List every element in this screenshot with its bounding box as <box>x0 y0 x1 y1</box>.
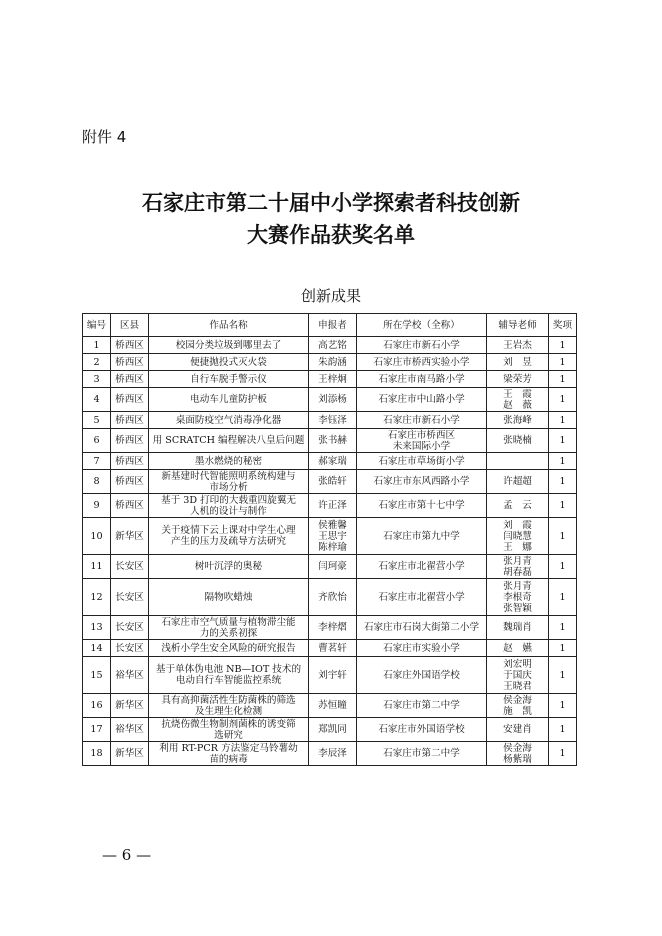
cell-district: 长安区 <box>111 579 149 616</box>
table-row <box>83 354 577 371</box>
cell-teacher: 侯金海 施 凯 <box>487 694 549 718</box>
cell-teacher: 侯金海 杨紫瑞 <box>487 742 549 766</box>
cell-school: 石家庄市新石小学 <box>357 337 487 354</box>
cell-school: 石家庄市中山路小学 <box>357 388 487 412</box>
header-teacher: 辅导老师 <box>487 314 549 337</box>
cell-title: 抗烧伤微生物制剂菌株的诱变筛 选研究 <box>149 718 309 742</box>
cell-award: 1 <box>549 694 577 718</box>
table-body <box>83 337 577 766</box>
header-applicant: 申报者 <box>309 314 357 337</box>
cell-district: 桥西区 <box>111 453 149 470</box>
cell-district: 桥西区 <box>111 494 149 518</box>
cell-award: 1 <box>549 412 577 429</box>
cell-district: 桥西区 <box>111 470 149 494</box>
cell-applicant: 曹茗轩 <box>309 640 357 657</box>
cell-applicant: 齐欣怡 <box>309 579 357 616</box>
cell-school: 石家庄市石岗大街第二小学 <box>357 616 487 640</box>
cell-school: 石家庄市北翟营小学 <box>357 579 487 616</box>
table-row <box>83 494 577 518</box>
cell-applicant: 李梓熠 <box>309 616 357 640</box>
cell-district: 桥西区 <box>111 371 149 388</box>
cell-district: 裕华区 <box>111 657 149 694</box>
cell-applicant: 王梓炯 <box>309 371 357 388</box>
cell-award: 1 <box>549 371 577 388</box>
table-row <box>83 453 577 470</box>
cell-school: 石家庄市第二中学 <box>357 694 487 718</box>
cell-teacher: 张月青 胡春磊 <box>487 555 549 579</box>
cell-teacher: 魏瑞肖 <box>487 616 549 640</box>
cell-district: 桥西区 <box>111 429 149 453</box>
header-award: 奖项 <box>549 314 577 337</box>
cell-no: 8 <box>83 470 111 494</box>
table-row <box>83 657 577 694</box>
cell-teacher: 刘宏明 于国庆 王晓君 <box>487 657 549 694</box>
cell-applicant: 刘宇轩 <box>309 657 357 694</box>
cell-school: 石家庄市外国语学校 <box>357 718 487 742</box>
table-row <box>83 388 577 412</box>
cell-applicant: 张皓轩 <box>309 470 357 494</box>
cell-district: 长安区 <box>111 616 149 640</box>
cell-award: 1 <box>549 494 577 518</box>
table-row <box>83 518 577 555</box>
cell-applicant: 郑凯同 <box>309 718 357 742</box>
cell-award: 1 <box>549 718 577 742</box>
cell-teacher: 安建肖 <box>487 718 549 742</box>
cell-no: 1 <box>83 337 111 354</box>
table-row <box>83 694 577 718</box>
table-row <box>83 616 577 640</box>
page-title-line2: 大赛作品获奖名单 <box>247 222 415 247</box>
cell-school: 石家庄市北翟营小学 <box>357 555 487 579</box>
cell-applicant: 朱韵涵 <box>309 354 357 371</box>
cell-applicant: 侯雅馨 王思宇 陈梓瑜 <box>309 518 357 555</box>
cell-teacher: 王岩杰 <box>487 337 549 354</box>
header-district: 区县 <box>111 314 149 337</box>
cell-teacher: 孟 云 <box>487 494 549 518</box>
cell-school: 石家庄市第九中学 <box>357 518 487 555</box>
cell-award: 1 <box>549 337 577 354</box>
cell-no: 6 <box>83 429 111 453</box>
cell-award: 1 <box>549 470 577 494</box>
cell-award: 1 <box>549 354 577 371</box>
cell-no: 9 <box>83 494 111 518</box>
cell-no: 11 <box>83 555 111 579</box>
cell-school: 石家庄市第十七中学 <box>357 494 487 518</box>
cell-no: 10 <box>83 518 111 555</box>
cell-district: 新华区 <box>111 742 149 766</box>
cell-title: 新基建时代智能照明系统构建与 市场分析 <box>149 470 309 494</box>
cell-school: 石家庄外国语学校 <box>357 657 487 694</box>
cell-title: 树叶沉浮的奥秘 <box>149 555 309 579</box>
cell-district: 桥西区 <box>111 412 149 429</box>
awards-table <box>82 313 577 766</box>
table-row <box>83 555 577 579</box>
cell-applicant: 苏恒瞳 <box>309 694 357 718</box>
cell-title: 石家庄市空气质量与植物滞尘能 力的关系初探 <box>149 616 309 640</box>
table-row <box>83 371 577 388</box>
cell-school: 石家庄市桥西实验小学 <box>357 354 487 371</box>
cell-title: 利用 RT-PCR 方法鉴定马铃薯幼 苗的病毒 <box>149 742 309 766</box>
cell-applicant: 李钰泽 <box>309 412 357 429</box>
cell-teacher: 许超超 <box>487 470 549 494</box>
cell-no: 14 <box>83 640 111 657</box>
table-row <box>83 718 577 742</box>
cell-teacher: 王 霞 赵 薇 <box>487 388 549 412</box>
cell-title: 隔物吹蜡烛 <box>149 579 309 616</box>
cell-title: 基于单体伪电池 NB—IOT 技术的 电动自行车智能监控系统 <box>149 657 309 694</box>
cell-applicant: 郝家瑞 <box>309 453 357 470</box>
attachment-label: 附件 4 <box>82 128 127 146</box>
cell-school: 石家庄市第二中学 <box>357 742 487 766</box>
cell-teacher: 张月青 李根奇 张智颖 <box>487 579 549 616</box>
cell-award: 1 <box>549 579 577 616</box>
page-title-line1: 石家庄市第二十届中小学探索者科技创新 <box>142 190 520 215</box>
cell-no: 18 <box>83 742 111 766</box>
cell-teacher: 刘 昱 <box>487 354 549 371</box>
cell-teacher: 张海峰 <box>487 412 549 429</box>
cell-title: 基于 3D 打印的大载重四旋翼无 人机的设计与制作 <box>149 494 309 518</box>
cell-school: 石家庄市东风西路小学 <box>357 470 487 494</box>
table-row <box>83 429 577 453</box>
cell-teacher: 梁荣芳 <box>487 371 549 388</box>
cell-no: 2 <box>83 354 111 371</box>
cell-district: 新华区 <box>111 694 149 718</box>
cell-title: 墨水燃烧的秘密 <box>149 453 309 470</box>
cell-school: 石家庄市草场街小学 <box>357 453 487 470</box>
cell-applicant: 张书赫 <box>309 429 357 453</box>
cell-title: 用 SCRATCH 编程解决八皇后问题 <box>149 429 309 453</box>
page-number: — 6 — <box>102 846 152 864</box>
cell-district: 长安区 <box>111 640 149 657</box>
cell-teacher: 张晓楠 <box>487 429 549 453</box>
cell-no: 17 <box>83 718 111 742</box>
table-header-row <box>83 314 577 337</box>
cell-award: 1 <box>549 555 577 579</box>
cell-teacher: 刘 霞 闫晓慧 王 娜 <box>487 518 549 555</box>
cell-award: 1 <box>549 453 577 470</box>
cell-applicant: 刘添杨 <box>309 388 357 412</box>
cell-applicant: 高艺铭 <box>309 337 357 354</box>
cell-award: 1 <box>549 742 577 766</box>
cell-applicant: 闫珂豪 <box>309 555 357 579</box>
cell-district: 桥西区 <box>111 337 149 354</box>
cell-no: 13 <box>83 616 111 640</box>
cell-title: 校园分类垃圾到哪里去了 <box>149 337 309 354</box>
cell-no: 5 <box>83 412 111 429</box>
cell-award: 1 <box>549 640 577 657</box>
section-subtitle: 创新成果 <box>300 287 361 305</box>
cell-title: 桌面防疫空气消毒净化器 <box>149 412 309 429</box>
cell-award: 1 <box>549 616 577 640</box>
cell-title: 自行车脱手警示仪 <box>149 371 309 388</box>
table-row <box>83 470 577 494</box>
cell-teacher: 赵 嬿 <box>487 640 549 657</box>
cell-award: 1 <box>549 518 577 555</box>
cell-no: 12 <box>83 579 111 616</box>
cell-no: 3 <box>83 371 111 388</box>
cell-award: 1 <box>549 657 577 694</box>
table-row <box>83 337 577 354</box>
cell-school: 石家庄市桥西区 未来国际小学 <box>357 429 487 453</box>
cell-award: 1 <box>549 429 577 453</box>
cell-school: 石家庄市实验小学 <box>357 640 487 657</box>
cell-title: 便捷抛投式灭火袋 <box>149 354 309 371</box>
cell-school: 石家庄市新石小学 <box>357 412 487 429</box>
cell-district: 新华区 <box>111 518 149 555</box>
cell-no: 15 <box>83 657 111 694</box>
table-row <box>83 742 577 766</box>
cell-district: 桥西区 <box>111 388 149 412</box>
cell-applicant: 李辰泽 <box>309 742 357 766</box>
header-title: 作品名称 <box>149 314 309 337</box>
cell-school: 石家庄市南马路小学 <box>357 371 487 388</box>
cell-no: 7 <box>83 453 111 470</box>
cell-district: 裕华区 <box>111 718 149 742</box>
cell-district: 桥西区 <box>111 354 149 371</box>
table-row <box>83 579 577 616</box>
table-row <box>83 412 577 429</box>
cell-title: 具有高抑菌活性生防菌株的筛选 及生理生化检测 <box>149 694 309 718</box>
cell-no: 4 <box>83 388 111 412</box>
cell-title: 浅析小学生安全风险的研究报告 <box>149 640 309 657</box>
cell-teacher <box>487 453 549 470</box>
cell-title: 电动车儿童防护板 <box>149 388 309 412</box>
cell-title: 关于疫情下云上课对中学生心理 产生的压力及疏导方法研究 <box>149 518 309 555</box>
cell-award: 1 <box>549 388 577 412</box>
cell-no: 16 <box>83 694 111 718</box>
header-school: 所在学校（全称） <box>357 314 487 337</box>
cell-district: 长安区 <box>111 555 149 579</box>
header-no: 编号 <box>83 314 111 337</box>
table-row <box>83 640 577 657</box>
cell-applicant: 许正泽 <box>309 494 357 518</box>
